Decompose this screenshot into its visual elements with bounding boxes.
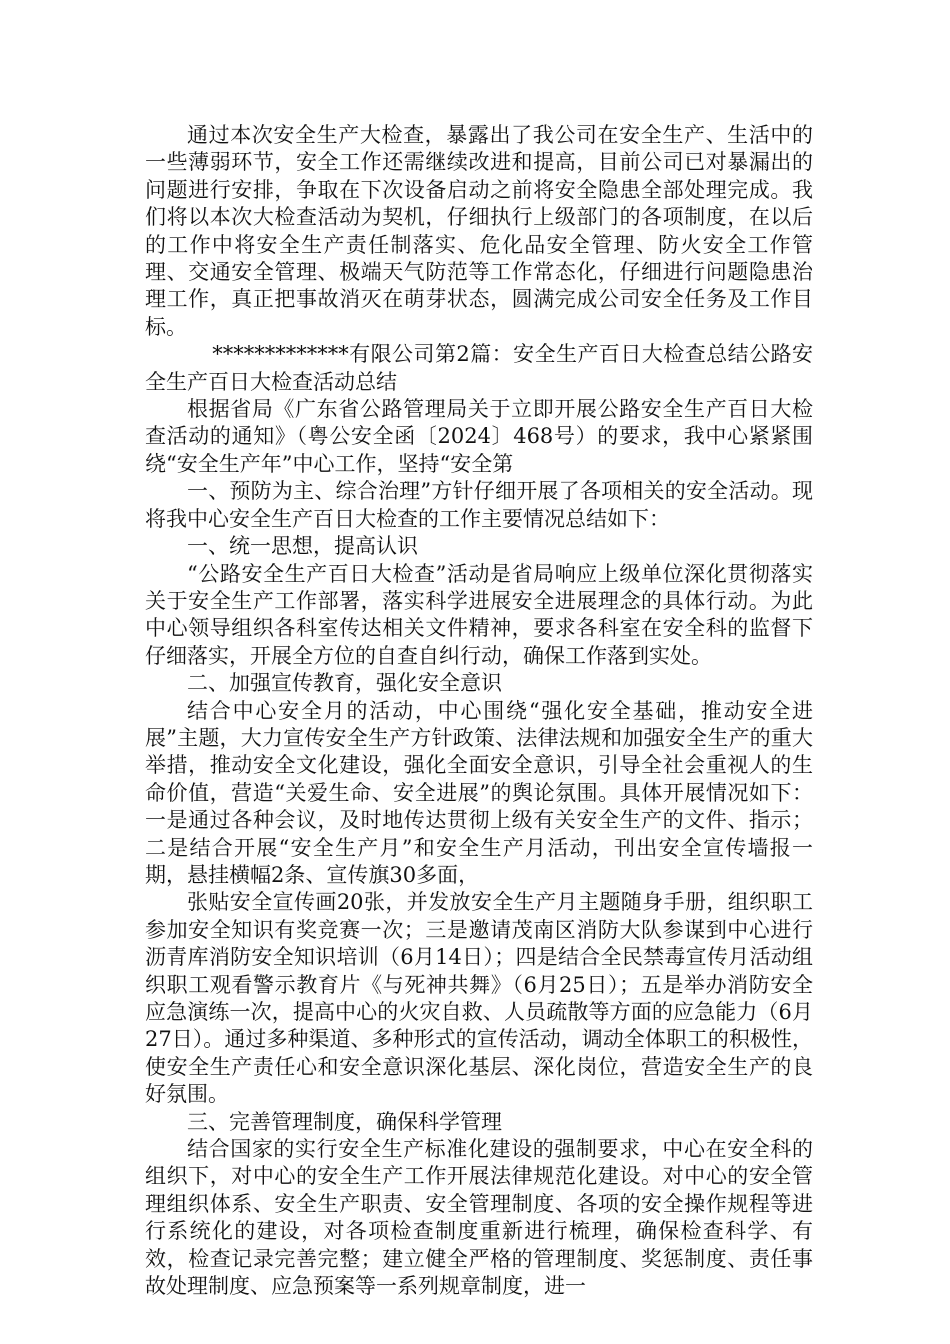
paragraph-section-3: 结合国家的实行安全生产标准化建设的强制要求，中心在安全科的组织下，对中心的安全生产工作开展法律规范化建设。对中心的安全管理组织体系、安全生产职责、安全管理制度、各项的安全操作规程等进行系统化的建设，对各项检查制度重新进行梳理，确保检查科学、有效，检查记录完善完整；建立健全严格的管理制度、奖惩制度、责任事故处理制度、应急预案等一系列规章制度，进一 [145, 1137, 813, 1299]
paragraph-summary: 通过本次安全生产大检查，暴露出了我公司在安全生产、生活中的一些薄弱环节，安全工作还需继续改进和提高，目前公司已对暴漏出的问题进行安排，争取在下次设备启动之前将安全隐患全部处理完成。我们将以本次大检查活动为契机，仔细执行上级部门的各项制度，在以后的工作中将安全生产责任制落实、危化品安全管理、防火安全工作管理、交通安全管理、极端天气防范等工作常态化，仔细进行问题隐患治理工作，真正把事故消灭在萌芽状态，圆满完成公司安全任务及工作目标。 [145, 123, 813, 339]
article-heading: *************有限公司第2篇：安全生产百日大检查总结公路安全生产百日大检查活动总结 [145, 342, 813, 394]
section-heading-3: 三、完善管理制度，确保科学管理 [187, 1109, 502, 1134]
paragraph-section-1: “公路安全生产百日大检查”活动是省局响应上级单位深化贯彻落实关于安全生产工作部署，落实科学进展安全进展理念的具体行动。为此中心领导组织各科室传达相关文件精神，要求各科室在安全科的监督下仔细落实，开展全方位的自查自纠行动，确保工作落到实处。 [145, 561, 813, 668]
paragraph-intro: 根据省局《广东省公路管理局关于立即开展公路安全生产百日大检查活动的通知》（粤公安全函〔2024〕468号）的要求，我中心紧紧围绕“安全生产年”中心工作，坚持“安全第 [145, 397, 813, 476]
paragraph-intro-continued: 一、预防为主、综合治理”方针仔细开展了各项相关的安全活动。现将我中心安全生产百日大检查的工作主要情况总结如下： [145, 479, 813, 531]
section-heading-1: 一、统一思想，提高认识 [187, 534, 418, 559]
paragraph-section-2: 结合中心安全月的活动，中心围绕“强化安全基础，推动安全进展”主题，大力宣传安全生产方针政策、法律法规和加强安全生产的重大举措，推动安全文化建设，强化全面安全意识，引导全社会重视人的生命价值，营造“关爱生命、安全进展”的舆论氛围。具体开展情况如下：一是通过各种会议，及时地传达贯彻上级有关安全生产的文件、指示；二是结合开展“安全生产月”和安全生产月活动，刊出安全宣传墙报一期，悬挂横幅2条、宣传旗30多面， [145, 698, 813, 887]
paragraph-section-2-continued: 张贴安全宣传画20张，并发放安全生产月主题随身手册，组织职工参加安全知识有奖竞赛一次；三是邀请茂南区消防大队参谋到中心进行沥青库消防安全知识培训（6月14日）；四是结合全民禁毒宣传月活动组织职工观看警示教育片《与死神共舞》（6月25日）；五是举办消防安全应急演练一次，提高中心的火灾自救、人员疏散等方面的应急能力（6月27日）。通过多种渠道、多种形式的宣传活动，调动全体职工的积极性，使安全生产责任心和安全意识深化基层、深化岗位，营造安全生产的良好氛围。 [145, 890, 813, 1107]
section-heading-2: 二、加强宣传教育，强化安全意识 [187, 671, 502, 696]
document-page [145, 122, 813, 1300]
